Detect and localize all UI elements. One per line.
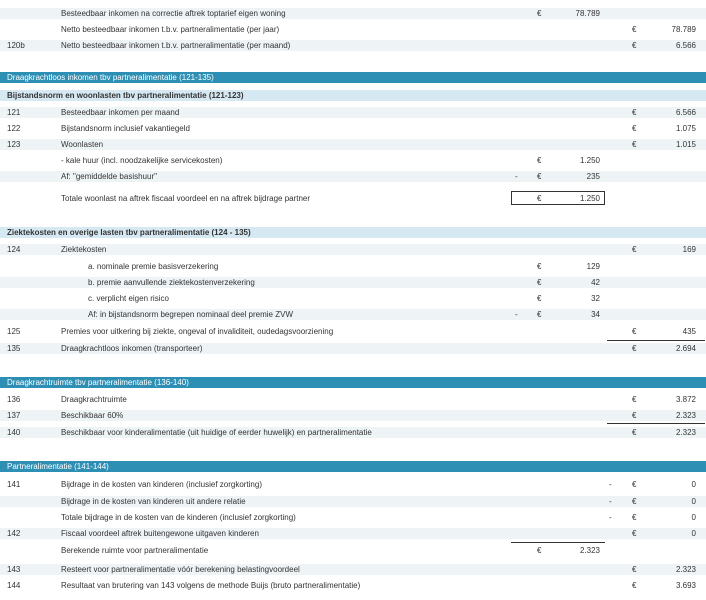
row-code: 122 — [7, 124, 21, 133]
row-code: 120b — [7, 41, 25, 50]
table-row — [0, 293, 706, 304]
currency-symbol: € — [537, 546, 542, 555]
currency-symbol: € — [632, 25, 637, 34]
row-label: Af: "gemiddelde basishuur" — [61, 172, 157, 181]
minus-sign: - — [515, 310, 518, 319]
section-header — [0, 377, 706, 388]
row-amount: 2.323 — [675, 565, 696, 574]
subsection-header — [0, 227, 706, 238]
row-label: Besteedbaar inkomen na correctie aftrek toptarief eigen woning — [61, 9, 286, 18]
currency-symbol: € — [632, 513, 637, 522]
row-amount: 0 — [691, 497, 696, 506]
currency-symbol: € — [632, 327, 637, 336]
currency-symbol: € — [537, 278, 542, 287]
row-amount: 435 — [682, 327, 696, 336]
row-code: 141 — [7, 480, 21, 489]
row-code: 142 — [7, 529, 21, 538]
row-label: Fiscaal voordeel aftrek buitengewone uitgaven kinderen — [61, 529, 259, 538]
row-amount: 3.693 — [675, 581, 696, 590]
currency-symbol: € — [632, 124, 637, 133]
subsection-title: Bijstandsnorm en woonlasten tbv partneralimentatie (121-123) — [7, 91, 244, 100]
row-amount: 3.872 — [675, 395, 696, 404]
table-row — [0, 564, 706, 575]
row-amount: 6.566 — [675, 108, 696, 117]
table-row — [0, 261, 706, 272]
row-amount: 2.323 — [579, 546, 600, 555]
row-amount: 235 — [586, 172, 600, 181]
row-code: 125 — [7, 327, 21, 336]
table-row — [0, 343, 706, 354]
table-row — [0, 580, 706, 591]
table-row — [0, 326, 706, 337]
currency-symbol: € — [632, 428, 637, 437]
row-label: Bijdrage in de kosten van kinderen uit andere relatie — [61, 497, 246, 506]
row-amount: 2.323 — [675, 411, 696, 420]
row-code: 143 — [7, 565, 21, 574]
row-label: Totale bijdrage in de kosten van de kinderen (inclusief zorgkorting) — [61, 513, 296, 522]
table-row — [0, 139, 706, 150]
row-amount: 1.250 — [579, 156, 600, 165]
table-row — [0, 309, 706, 320]
currency-symbol: € — [537, 172, 542, 181]
currency-symbol: € — [632, 411, 637, 420]
subtotal-line — [607, 340, 705, 341]
table-row — [0, 107, 706, 118]
row-amount: 34 — [591, 310, 600, 319]
currency-symbol: € — [632, 41, 637, 50]
currency-symbol: € — [632, 395, 637, 404]
row-amount: 169 — [682, 245, 696, 254]
row-label: Ziektekosten — [61, 245, 107, 254]
row-label: c. verplicht eigen risico — [88, 294, 169, 303]
row-amount: 0 — [691, 529, 696, 538]
row-label: Netto besteedbaar inkomen t.b.v. partneralimentatie (per jaar) — [61, 25, 280, 34]
row-code: 124 — [7, 245, 21, 254]
currency-symbol: € — [537, 310, 542, 319]
table-row — [0, 193, 706, 204]
row-amount: 2.694 — [675, 344, 696, 353]
row-label: b. premie aanvullende ziektekostenverzekering — [88, 278, 255, 287]
row-code: 137 — [7, 411, 21, 420]
currency-symbol: € — [537, 262, 542, 271]
table-row — [0, 155, 706, 166]
row-label: Draagkrachtruimte — [61, 395, 127, 404]
currency-symbol: € — [632, 245, 637, 254]
section-title: Draagkrachtruimte tbv partneralimentatie (136-140) — [7, 378, 189, 387]
currency-symbol: € — [632, 108, 637, 117]
row-label: Bijdrage in de kosten van kinderen (inclusief zorgkorting) — [61, 480, 262, 489]
currency-symbol: € — [632, 497, 637, 506]
table-row — [0, 496, 706, 507]
currency-symbol: € — [632, 344, 637, 353]
row-amount: 32 — [591, 294, 600, 303]
table-row — [0, 528, 706, 539]
row-label: - kale huur (incl. noodzakelijke servicekosten) — [61, 156, 223, 165]
table-row — [0, 277, 706, 288]
row-amount: 78.789 — [671, 25, 696, 34]
row-label: Netto besteedbaar inkomen t.b.v. partneralimentatie (per maand) — [61, 41, 291, 50]
row-label: Draagkrachtloos inkomen (transporteer) — [61, 344, 203, 353]
row-amount: 0 — [691, 480, 696, 489]
minus-sign: - — [609, 480, 612, 489]
row-label: Resteert voor partneralimentatie vóór berekening belastingvoordeel — [61, 565, 300, 574]
row-label: Beschikbaar voor kinderalimentatie (uit huidige of eerder huwelijk) en partneralimentatie — [61, 428, 372, 437]
minus-sign: - — [609, 513, 612, 522]
currency-symbol: € — [632, 480, 637, 489]
row-amount: 1.015 — [675, 140, 696, 149]
table-row — [0, 545, 706, 556]
currency-symbol: € — [632, 581, 637, 590]
section-header — [0, 461, 706, 472]
table-row — [0, 479, 706, 490]
row-amount: 2.323 — [675, 428, 696, 437]
subsection-title: Ziektekosten en overige lasten tbv partneralimentatie (124 - 135) — [7, 228, 251, 237]
currency-symbol: € — [537, 9, 542, 18]
minus-sign: - — [609, 497, 612, 506]
table-row — [0, 40, 706, 51]
currency-symbol: € — [537, 294, 542, 303]
row-code: 144 — [7, 581, 21, 590]
row-label: Totale woonlast na aftrek fiscaal voordeel en na aftrek bijdrage partner — [61, 194, 311, 203]
row-label: Bijstandsnorm inclusief vakantiegeld — [61, 124, 190, 133]
row-code: 121 — [7, 108, 21, 117]
row-amount: 129 — [586, 262, 600, 271]
section-header — [0, 72, 706, 83]
subtotal-line — [607, 423, 705, 424]
row-label: Berekende ruimte voor partneralimentatie — [61, 546, 209, 555]
row-code: 123 — [7, 140, 21, 149]
row-amount: 1.075 — [675, 124, 696, 133]
row-code: 136 — [7, 395, 21, 404]
table-row — [0, 244, 706, 255]
currency-symbol: € — [632, 529, 637, 538]
table-row — [0, 171, 706, 182]
row-label: Premies voor uitkering bij ziekte, ongeval of invaliditeit, oudedagsvoorziening — [61, 327, 334, 336]
subsection-header — [0, 90, 706, 101]
subtotal-line — [511, 542, 605, 543]
row-code: 135 — [7, 344, 21, 353]
currency-symbol: € — [632, 140, 637, 149]
row-amount: 42 — [591, 278, 600, 287]
row-amount: 78.789 — [575, 9, 600, 18]
table-row — [0, 123, 706, 134]
row-label: a. nominale premie basisverzekering — [88, 262, 219, 271]
section-title: Partneralimentatie (141-144) — [7, 462, 109, 471]
table-row — [0, 8, 706, 19]
row-code: 140 — [7, 428, 21, 437]
row-label: Resultaat van brutering van 143 volgens de methode Buijs (bruto partneralimentatie) — [61, 581, 361, 590]
row-amount: 6.566 — [675, 41, 696, 50]
table-row — [0, 512, 706, 523]
table-row — [0, 394, 706, 405]
row-amount: 0 — [691, 513, 696, 522]
table-row — [0, 410, 706, 421]
currency-symbol: € — [537, 156, 542, 165]
row-label: Besteedbaar inkomen per maand — [61, 108, 180, 117]
currency-symbol: € — [537, 194, 542, 203]
row-label: Beschikbaar 60% — [61, 411, 124, 420]
section-title: Draagkrachtloos inkomen tbv partneralimentatie (121-135) — [7, 73, 214, 82]
table-row — [0, 427, 706, 438]
row-label: Af: in bijstandsnorm begrepen nominaal deel premie ZVW — [88, 310, 293, 319]
table-row — [0, 24, 706, 35]
minus-sign: - — [515, 172, 518, 181]
currency-symbol: € — [632, 565, 637, 574]
row-amount: 1.250 — [579, 194, 600, 203]
row-label: Woonlasten — [61, 140, 104, 149]
